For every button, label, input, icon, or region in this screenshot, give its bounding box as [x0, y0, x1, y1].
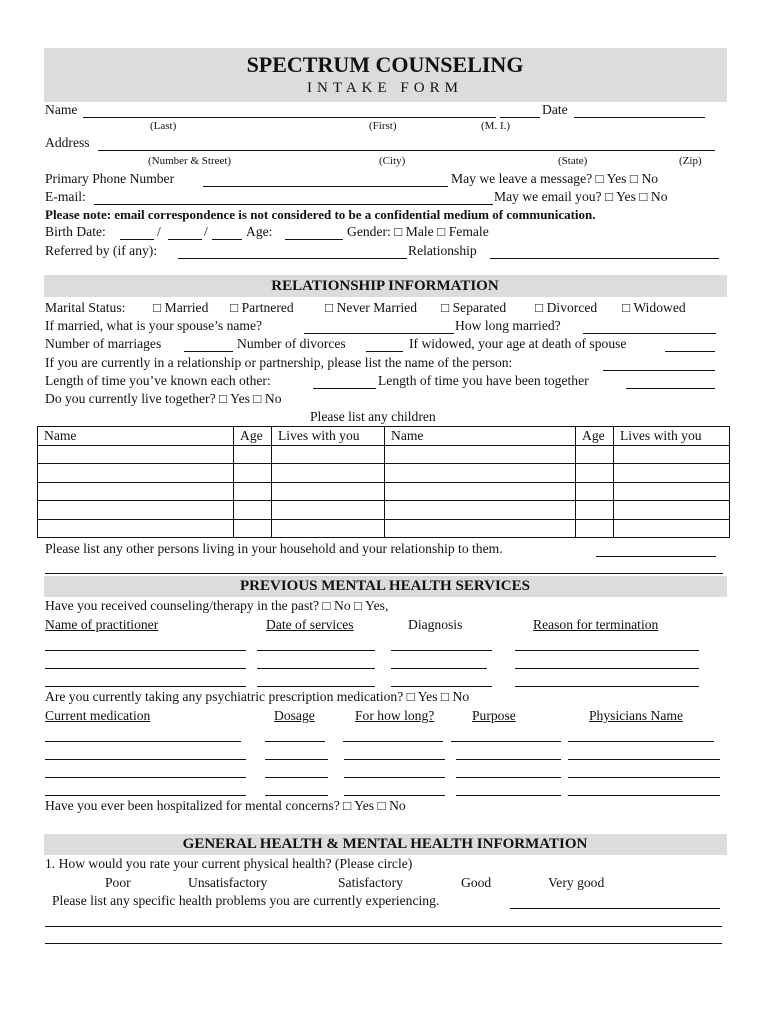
current-medication-header: Current medication	[45, 708, 151, 723]
table-cell[interactable]	[272, 464, 385, 483]
date-field[interactable]	[574, 117, 705, 118]
table-cell[interactable]	[614, 464, 730, 483]
address-field[interactable]	[98, 150, 715, 151]
table-cell[interactable]	[38, 464, 234, 483]
other-persons-field-2[interactable]	[45, 573, 723, 574]
table-cell[interactable]	[576, 464, 614, 483]
partner-field[interactable]	[603, 370, 715, 371]
name-label: Name	[45, 102, 78, 117]
phone-field[interactable]	[203, 186, 448, 187]
age-label: Age:	[246, 224, 273, 239]
name-field[interactable]	[83, 117, 496, 118]
table-cell[interactable]	[385, 464, 576, 483]
table-cell[interactable]	[38, 501, 234, 520]
diagnosis-header: Diagnosis	[408, 617, 463, 632]
marriages-label: Number of marriages	[45, 336, 162, 351]
dosage-field[interactable]	[265, 777, 328, 778]
gender-question[interactable]: Gender: □ Male □ Female	[347, 224, 489, 239]
table-cell[interactable]	[272, 445, 385, 464]
dosage-field[interactable]	[265, 741, 325, 742]
phone-label: Primary Phone Number	[45, 171, 175, 186]
zip-caption: (Zip)	[679, 155, 702, 167]
table-cell[interactable]	[38, 445, 234, 464]
table-cell[interactable]	[272, 482, 385, 501]
practitioner-field[interactable]	[45, 650, 246, 651]
children-caption: Please list any children	[310, 409, 436, 424]
marital-status-label: Marital Status:	[45, 300, 126, 315]
referred-field[interactable]	[178, 258, 407, 259]
medication-field[interactable]	[45, 795, 246, 796]
practitioner-header: Name of practitioner	[45, 617, 159, 632]
table-cell[interactable]	[576, 501, 614, 520]
spouse-name-field[interactable]	[304, 333, 454, 334]
form-title: SPECTRUM COUNSELING	[246, 52, 524, 77]
birth-year-field[interactable]	[212, 239, 242, 240]
medication-question[interactable]: Are you currently taking any psychiatric prescription medication? □ Yes □ No	[45, 689, 470, 704]
diagnosis-field[interactable]	[391, 668, 487, 669]
table-cell[interactable]	[576, 482, 614, 501]
other-persons-label: Please list any other persons living in your household and your relationship to them.	[45, 541, 503, 556]
duration-field[interactable]	[344, 777, 445, 778]
table-row	[38, 482, 730, 501]
slash: /	[157, 224, 161, 239]
table-row	[38, 501, 730, 520]
table-cell[interactable]	[234, 445, 272, 464]
email-field[interactable]	[94, 204, 493, 205]
known-label: Length of time you’ve known each other:	[45, 373, 271, 388]
option-never-married[interactable]: □ Never Married	[325, 300, 417, 315]
city-caption: (City)	[379, 155, 406, 167]
table-cell[interactable]	[385, 482, 576, 501]
dosage-field[interactable]	[265, 759, 328, 760]
rating-satisfactory[interactable]: Satisfactory	[338, 875, 403, 890]
medication-field[interactable]	[45, 741, 241, 742]
table-cell[interactable]	[576, 445, 614, 464]
col-header-age: Age	[576, 427, 614, 446]
mi-caption: (M. I.)	[481, 120, 511, 132]
table-cell[interactable]	[38, 482, 234, 501]
rating-unsatisfactory[interactable]: Unsatisfactory	[188, 875, 268, 890]
table-row	[38, 445, 730, 464]
birth-month-field[interactable]	[120, 239, 154, 240]
widowed-label: If widowed, your age at death of spouse	[409, 336, 627, 351]
together-label: Length of time you have been together	[378, 373, 589, 388]
duration-field[interactable]	[343, 741, 443, 742]
dosage-field[interactable]	[265, 795, 328, 796]
how-long-married-field[interactable]	[583, 333, 716, 334]
counseling-question[interactable]: Have you received counseling/therapy in the past? □ No □ Yes,	[45, 598, 389, 613]
health-problems-field-3[interactable]	[45, 943, 722, 944]
relationship-field[interactable]	[490, 258, 719, 259]
purpose-header: Purpose	[472, 708, 516, 723]
known-field[interactable]	[313, 388, 376, 389]
physician-field[interactable]	[568, 741, 714, 742]
street-caption: (Number & Street)	[148, 155, 232, 167]
live-together-question[interactable]: Do you currently live together? □ Yes □ No	[45, 391, 282, 406]
children-header-row	[38, 427, 730, 446]
reason-field[interactable]	[515, 686, 699, 687]
hospitalized-question[interactable]: Have you ever been hospitalized for mental concerns? □ Yes □ No	[45, 798, 406, 813]
birth-day-field[interactable]	[168, 239, 202, 240]
mi-field[interactable]	[500, 117, 540, 118]
email-label: E-mail:	[45, 189, 86, 204]
children-table	[37, 426, 730, 538]
diagnosis-field[interactable]	[391, 686, 492, 687]
address-label: Address	[45, 135, 90, 150]
option-separated[interactable]: □ Separated	[441, 300, 507, 315]
how-long-married-label: How long married?	[455, 318, 561, 333]
physician-field[interactable]	[568, 795, 720, 796]
leave-message-question[interactable]: May we leave a message? □ Yes □ No	[451, 171, 659, 186]
duration-field[interactable]	[344, 759, 445, 760]
date-of-services-header: Date of services	[266, 617, 354, 632]
form-subtitle: INTAKE FORM	[307, 80, 463, 96]
rating-good[interactable]: Good	[461, 875, 492, 890]
duration-field[interactable]	[344, 795, 445, 796]
reason-field[interactable]	[515, 668, 699, 669]
first-caption: (First)	[369, 120, 397, 132]
service-date-field[interactable]	[257, 650, 375, 651]
health-problems-field[interactable]	[510, 908, 720, 909]
spouse-name-label: If married, what is your spouse’s name?	[45, 318, 263, 333]
col-header-name: Name	[385, 427, 576, 446]
physician-field[interactable]	[568, 759, 720, 760]
relationship-heading: RELATIONSHIP INFORMATION	[271, 278, 499, 294]
physicians-name-header: Physicians Name	[589, 708, 684, 723]
date-label: Date	[542, 102, 568, 117]
table-cell[interactable]	[614, 519, 730, 538]
widowed-field[interactable]	[665, 351, 715, 352]
table-cell[interactable]	[272, 519, 385, 538]
table-row	[38, 464, 730, 483]
col-header-name: Name	[38, 427, 234, 446]
table-cell[interactable]	[234, 519, 272, 538]
purpose-field[interactable]	[456, 777, 561, 778]
relationship-label: Relationship	[408, 243, 477, 258]
how-long-header: For how long?	[355, 708, 435, 723]
table-cell[interactable]	[234, 482, 272, 501]
divorces-field[interactable]	[366, 351, 403, 352]
other-persons-field[interactable]	[596, 556, 716, 557]
table-cell[interactable]	[385, 501, 576, 520]
practitioner-field[interactable]	[45, 686, 246, 687]
diagnosis-field[interactable]	[391, 650, 492, 651]
dosage-header: Dosage	[274, 708, 315, 723]
general-heading: GENERAL HEALTH & MENTAL HEALTH INFORMATION	[182, 836, 588, 852]
last-caption: (Last)	[150, 120, 177, 132]
purpose-field[interactable]	[456, 759, 561, 760]
table-cell[interactable]	[614, 501, 730, 520]
medication-field[interactable]	[45, 759, 246, 760]
table-cell[interactable]	[234, 501, 272, 520]
option-divorced[interactable]: □ Divorced	[535, 300, 598, 315]
medication-field[interactable]	[45, 777, 246, 778]
purpose-field[interactable]	[451, 741, 561, 742]
divorces-label: Number of divorces	[237, 336, 346, 351]
partner-label: If you are currently in a relationship or partnership, please list the name of the person:	[45, 355, 513, 370]
option-widowed[interactable]: □ Widowed	[622, 300, 686, 315]
together-field[interactable]	[626, 388, 715, 389]
purpose-field[interactable]	[456, 795, 561, 796]
table-cell[interactable]	[272, 501, 385, 520]
reason-termination-header: Reason for termination	[533, 617, 659, 632]
age-field[interactable]	[285, 239, 343, 240]
table-cell[interactable]	[38, 519, 234, 538]
table-row	[38, 519, 730, 538]
rating-very-good[interactable]: Very good	[548, 875, 605, 890]
health-problems-field-2[interactable]	[45, 926, 722, 927]
email-note: Please note: email correspondence is not considered to be a confidential medium of communication.	[45, 207, 596, 222]
rating-poor[interactable]: Poor	[105, 875, 131, 890]
email-you-question[interactable]: May we email you? □ Yes □ No	[494, 189, 668, 204]
previous-heading: PREVIOUS MENTAL HEALTH SERVICES	[240, 578, 530, 594]
marriages-field[interactable]	[184, 351, 233, 352]
col-header-lives-with-you: Lives with you	[272, 427, 385, 446]
slash: /	[204, 224, 208, 239]
service-date-field[interactable]	[257, 668, 375, 669]
option-partnered[interactable]: □ Partnered	[230, 300, 294, 315]
birth-date-label: Birth Date:	[45, 224, 106, 239]
referred-label: Referred by (if any):	[45, 243, 158, 258]
table-cell[interactable]	[614, 445, 730, 464]
table-cell[interactable]	[576, 519, 614, 538]
table-cell[interactable]	[385, 519, 576, 538]
physician-field[interactable]	[568, 777, 720, 778]
physical-health-question: 1. How would you rate your current physical health? (Please circle)	[45, 856, 413, 871]
service-date-field[interactable]	[257, 686, 375, 687]
col-header-lives-with-you: Lives with you	[614, 427, 730, 446]
table-cell[interactable]	[234, 464, 272, 483]
practitioner-field[interactable]	[45, 668, 246, 669]
reason-field[interactable]	[515, 650, 699, 651]
table-cell[interactable]	[385, 445, 576, 464]
table-cell[interactable]	[614, 482, 730, 501]
health-problems-label: Please list any specific health problems you are currently experiencing.	[52, 893, 440, 908]
option-married[interactable]: □ Married	[153, 300, 209, 315]
state-caption: (State)	[558, 155, 588, 167]
col-header-age: Age	[234, 427, 272, 446]
